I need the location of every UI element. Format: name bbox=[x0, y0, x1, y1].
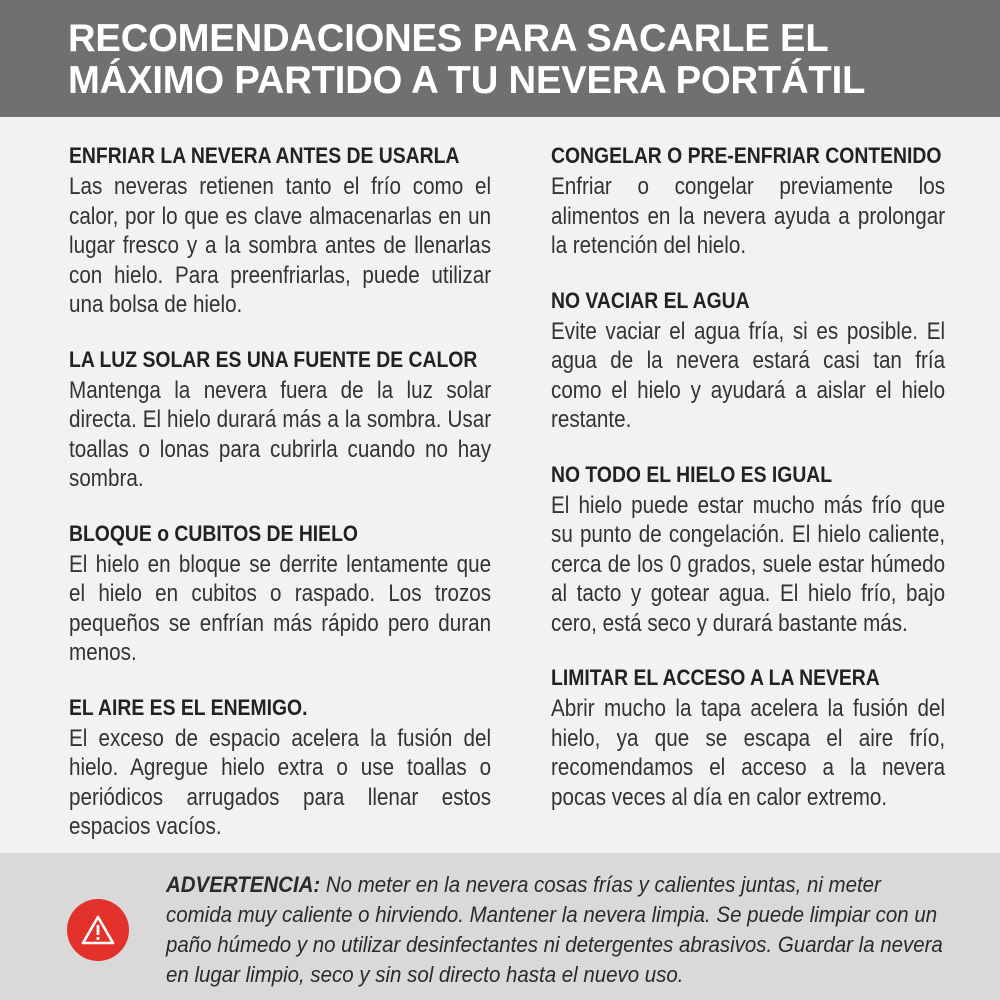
tip-section bbox=[69, 140, 491, 320]
tip-section bbox=[69, 344, 491, 494]
tip-title: BLOQUE o CUBITOS DE HIELO bbox=[69, 520, 358, 546]
tip-title: LIMITAR EL ACCESO A LA NEVERA bbox=[551, 665, 880, 690]
tip-section bbox=[69, 518, 491, 668]
tip-section bbox=[551, 140, 945, 261]
tip-body: El hielo en bloque se derrite lentamente que el hielo en cubitos o raspado. Los trozos pequeños se enfrían más rápido pero duran menos. bbox=[69, 550, 492, 666]
tip-body: Mantenga la nevera fuera de la luz solar directa. El hielo durará más a la sombra. Usar toallas o lonas para cubrirla cuando no hay sombra. bbox=[69, 376, 492, 492]
right-column bbox=[551, 140, 945, 836]
tip-title: ENFRIAR LA NEVERA ANTES DE USARLA bbox=[69, 143, 460, 168]
tip-section bbox=[551, 459, 945, 639]
page-title-line2: MÁXIMO PARTIDO A TU NEVERA PORTÁTIL bbox=[68, 59, 866, 102]
warning-text bbox=[166, 870, 952, 990]
tip-title: NO TODO EL HIELO ES IGUAL bbox=[551, 461, 833, 487]
tip-body: El hielo puede estar mucho más frío que su punto de congelación. El hielo caliente, cerca de los 0 grados, suele estar húmedo al tacto y gotear agua. El hielo frío, bajo cero, está seco y durará bastante más. bbox=[551, 491, 946, 637]
tip-section bbox=[551, 285, 945, 435]
tip-section bbox=[551, 662, 945, 812]
header-banner bbox=[0, 0, 1000, 117]
page-title-line1: RECOMENDACIONES PARA SACARLE EL bbox=[68, 17, 829, 60]
tip-body: Evite vaciar el agua fría, si es posible. El agua de la nevera estará casi tan fría como el hielo y ayudará a aislar el hielo restante. bbox=[551, 317, 946, 433]
tip-body: Las neveras retienen tanto el frío como el calor, por lo que es clave almacenarlas en un lugar fresco y a la sombra antes de llenarlas con hielo. Para preenfriarlas, puede utilizar una bolsa de hielo. bbox=[69, 173, 492, 318]
tip-title: CONGELAR O PRE-ENFRIAR CONTENIDO bbox=[551, 143, 942, 168]
warning-label: ADVERTENCIA: bbox=[166, 872, 321, 897]
warning-triangle-icon bbox=[67, 899, 129, 961]
tip-title: NO VACIAR EL AGUA bbox=[551, 287, 750, 313]
left-column bbox=[69, 140, 491, 866]
page-title bbox=[68, 18, 950, 102]
tip-section bbox=[69, 692, 491, 842]
warning-message: No meter en la nevera cosas frías y calientes juntas, ni meter comida muy caliente o hirviendo. Mantener la nevera limpia. Se puede limpiar con un paño húmedo y no utilizar desinfectantes ni detergentes abrasivos. Guardar la nevera en lugar limpio, seco y sin sol directo hasta el nuevo uso. bbox=[166, 872, 943, 987]
tip-body: Enfriar o congelar previamente los alimentos en la nevera ayuda a prolongar la retención del hielo. bbox=[551, 173, 946, 259]
tip-title: EL AIRE ES EL ENEMIGO. bbox=[69, 694, 308, 720]
tip-body: El exceso de espacio acelera la fusión del hielo. Agregue hielo extra o use toallas o periódicos arrugados para llenar estos espacios vacíos. bbox=[69, 724, 492, 840]
tip-body: Abrir mucho la tapa acelera la fusión del hielo, ya que se escapa el aire frío, recomendamos el acceso a la nevera pocas veces al día en calor extremo. bbox=[551, 695, 946, 811]
tip-title: LA LUZ SOLAR ES UNA FUENTE DE CALOR bbox=[69, 346, 478, 372]
